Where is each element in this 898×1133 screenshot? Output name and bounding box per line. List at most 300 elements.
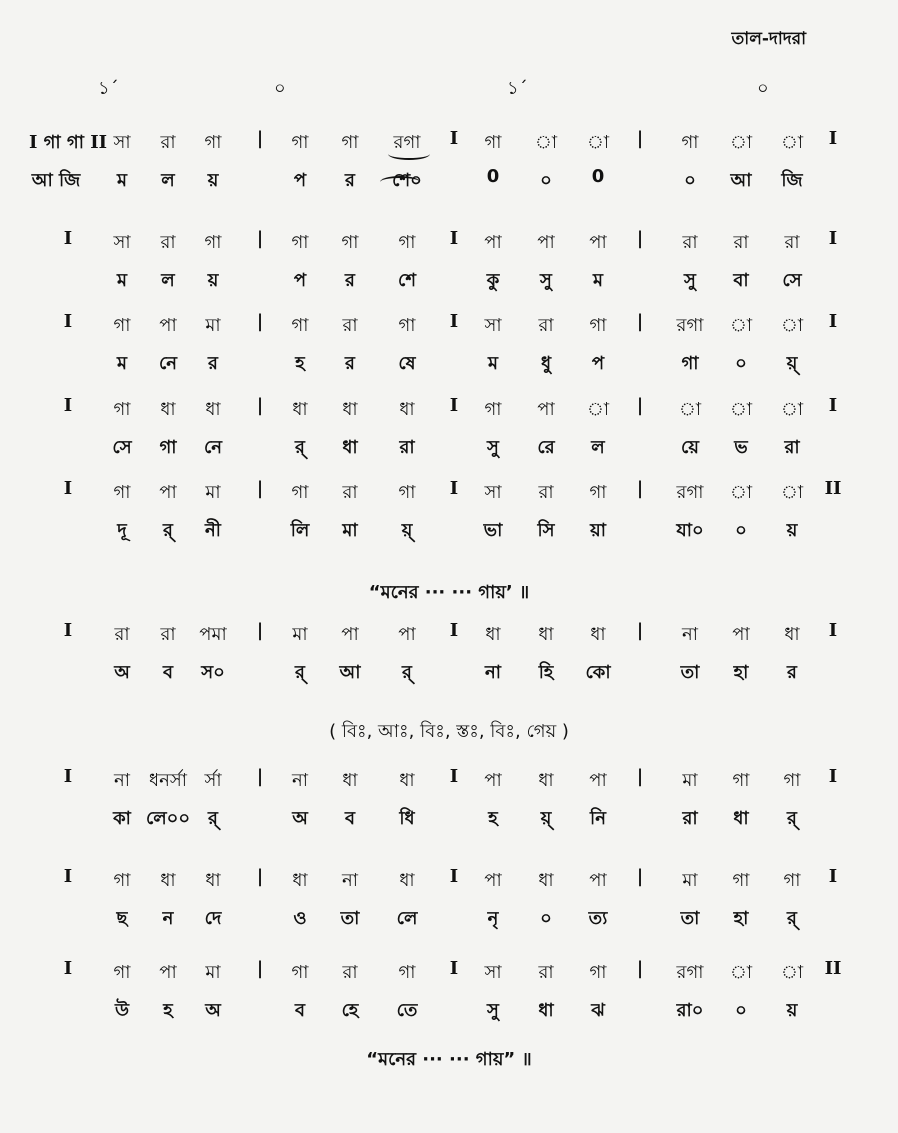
lyric-syllable: সু xyxy=(684,270,696,291)
lyric-syllable: য় xyxy=(786,1000,798,1021)
swara: া xyxy=(729,482,753,503)
lyric-syllable: ব xyxy=(294,1000,306,1021)
lyric-syllable: ল xyxy=(161,270,175,291)
swara: মা xyxy=(205,315,221,336)
swara: রা xyxy=(342,315,358,336)
swara: গা xyxy=(732,770,750,791)
lyric-syllable: য় xyxy=(207,270,219,291)
swara: রা xyxy=(342,962,358,983)
lyric-syllable: ও xyxy=(293,908,307,929)
bar-line: I xyxy=(828,766,838,787)
bar-line: | xyxy=(636,128,644,149)
swara-row xyxy=(0,620,898,658)
beat-marker: ০ xyxy=(274,78,286,99)
lyric-syllable: লে০০ xyxy=(145,808,191,829)
bar-line: | xyxy=(256,766,264,787)
swara-row xyxy=(0,866,898,904)
lyric-syllable: রা xyxy=(399,437,415,458)
lyric-syllable: গা xyxy=(681,353,699,374)
lyric-syllable: ০ xyxy=(735,353,747,374)
swara: গা xyxy=(291,962,309,983)
lyric-syllable: লি xyxy=(290,520,310,541)
swara: না xyxy=(682,624,698,645)
meend-arc xyxy=(388,148,430,160)
lyric-syllable: 0 xyxy=(486,166,500,187)
swara-row xyxy=(0,766,898,804)
swara: গা xyxy=(204,132,222,153)
lyric-syllable: রা০ xyxy=(676,1000,704,1021)
swara: রা xyxy=(114,624,130,645)
lyric-syllable: ন xyxy=(162,908,174,929)
swara: ধা xyxy=(342,399,358,420)
swara: রা xyxy=(538,315,554,336)
notation-block-2 xyxy=(0,228,898,304)
bar-line: I xyxy=(828,128,838,149)
swara: গা xyxy=(291,482,309,503)
bar-line: I xyxy=(449,228,459,249)
swara: া xyxy=(729,399,753,420)
lyric-syllable: আ xyxy=(730,170,752,191)
lyric-row xyxy=(0,266,898,304)
swara: সা xyxy=(484,962,502,983)
lyric-syllable: সু xyxy=(487,437,499,458)
notation-block-5 xyxy=(0,478,898,554)
lyric-syllable: ধা xyxy=(342,437,358,458)
swara: ধা xyxy=(160,870,176,891)
swara: ধা xyxy=(784,624,800,645)
bar-line: I xyxy=(828,866,838,887)
swara: ধা xyxy=(538,770,554,791)
swara: মা xyxy=(682,770,698,791)
bar-line: | xyxy=(256,311,264,332)
bar-line: II xyxy=(824,958,842,979)
bar-line: I xyxy=(828,395,838,416)
lyric-syllable: সে xyxy=(112,437,132,458)
lyric-syllable: তা xyxy=(680,908,700,929)
performance-instruction: ( বিঃ, আঃ, বিঃ, স্তঃ, বিঃ, গেয় ) xyxy=(329,721,569,742)
bar-line: I xyxy=(449,128,459,149)
lyric-row xyxy=(0,166,898,204)
swara: রগা xyxy=(676,482,704,503)
lyric-syllable: র্ xyxy=(787,808,797,829)
lyric-syllable: হ xyxy=(488,808,498,829)
beat-marker: ০ xyxy=(757,78,769,99)
bar-line: I xyxy=(449,311,459,332)
lyric-syllable: ধা xyxy=(733,808,749,829)
lyric-syllable: হ xyxy=(163,1000,173,1021)
swara: রা xyxy=(160,232,176,253)
lyric-syllable: সে xyxy=(782,270,802,291)
lyric-syllable: সু xyxy=(540,270,552,291)
bar-line: I xyxy=(449,766,459,787)
bar-line: | xyxy=(256,958,264,979)
swara: রগা xyxy=(393,132,421,153)
lyric-syllable: র xyxy=(345,270,355,291)
swara: পা xyxy=(398,624,416,645)
bar-line: I xyxy=(63,620,73,641)
bar-line: I xyxy=(449,478,459,499)
swara: ধনর্সা xyxy=(149,770,187,791)
swara: মা xyxy=(205,962,221,983)
swara: সা xyxy=(113,232,131,253)
lyric-syllable: ল xyxy=(591,437,605,458)
lyric-syllable: রা xyxy=(682,808,698,829)
lyric-syllable: র্ xyxy=(295,437,305,458)
swara: গা xyxy=(341,132,359,153)
swara: ধা xyxy=(160,399,176,420)
lyric-row xyxy=(0,904,898,942)
bar-line: | xyxy=(256,620,264,641)
lyric-syllable: ভ xyxy=(734,437,748,458)
swara: ধা xyxy=(538,870,554,891)
bar-line: | xyxy=(636,395,644,416)
swara: পা xyxy=(589,232,607,253)
lyric-syllable: প xyxy=(293,270,307,291)
lyric-syllable: ০ xyxy=(684,170,696,191)
lyric-syllable: লে xyxy=(396,908,418,929)
swara: গা xyxy=(398,315,416,336)
lyric-syllable: আ xyxy=(339,662,361,683)
swara: রা xyxy=(733,232,749,253)
lyric-syllable: অ xyxy=(114,662,130,683)
lyric-syllable: ম xyxy=(117,353,127,374)
lyric-syllable: কা xyxy=(113,808,131,829)
swara: গা xyxy=(681,132,699,153)
swara: া xyxy=(780,132,804,153)
lyric-syllable: যা০ xyxy=(676,520,704,541)
lyric-syllable: কো xyxy=(585,662,611,683)
bar-line: | xyxy=(636,766,644,787)
lyric-syllable: হা xyxy=(733,662,749,683)
lyric-syllable: হা xyxy=(733,908,749,929)
bar-line: | xyxy=(256,128,264,149)
swara: রগা xyxy=(676,962,704,983)
swara: া xyxy=(586,132,610,153)
lyric-syllable: ম xyxy=(488,353,498,374)
lyric-syllable: আ জি xyxy=(31,170,81,191)
lyric-syllable: য় xyxy=(207,170,219,191)
swara: গা xyxy=(398,962,416,983)
beat-marker: ১´ xyxy=(98,78,119,99)
bar-line: I xyxy=(63,311,73,332)
lyric-syllable: য়া xyxy=(590,520,606,541)
swara: গা xyxy=(589,962,607,983)
swara: ধা xyxy=(590,624,606,645)
lyric-syllable: নৃ xyxy=(487,908,499,929)
lyric-syllable: উ xyxy=(114,1000,130,1021)
swara-row xyxy=(0,395,898,433)
lyric-syllable: র xyxy=(787,662,797,683)
lyric-syllable: ০ xyxy=(540,908,552,929)
swara: গা xyxy=(484,399,502,420)
lyric-syllable: রে xyxy=(537,437,555,458)
refrain-line: “মনের ··· ··· গায়’ ॥ xyxy=(368,582,530,603)
swara: গা xyxy=(204,232,222,253)
swara: া xyxy=(534,132,558,153)
swara: রা xyxy=(160,132,176,153)
refrain-line: “মনের ··· ··· গায়” ॥ xyxy=(366,1049,532,1070)
lyric-syllable: নি xyxy=(590,808,606,829)
swara: া xyxy=(780,482,804,503)
swara: া xyxy=(780,962,804,983)
swara: গা xyxy=(589,315,607,336)
lyric-syllable: য়্ xyxy=(786,353,798,374)
lyric-syllable: গা xyxy=(159,437,177,458)
lyric-syllable: য়্ xyxy=(401,520,413,541)
bar-line: | xyxy=(256,395,264,416)
swara: গা xyxy=(589,482,607,503)
swara: ধা xyxy=(292,399,308,420)
swara-row xyxy=(0,958,898,996)
lyric-syllable: তা xyxy=(680,662,700,683)
lyric-syllable: র্ xyxy=(163,520,173,541)
swara: ধা xyxy=(399,399,415,420)
lyric-syllable: তে xyxy=(396,1000,418,1021)
notation-block-6 xyxy=(0,620,898,696)
bar-line: I xyxy=(828,620,838,641)
swara: ধা xyxy=(292,870,308,891)
bar-line: | xyxy=(636,228,644,249)
bar-line: I গা গা II xyxy=(28,132,108,153)
lyric-row xyxy=(0,516,898,554)
swara: গা xyxy=(291,232,309,253)
swara: রগা xyxy=(676,315,704,336)
swara: পা xyxy=(484,232,502,253)
lyric-syllable: ত্য xyxy=(588,908,608,929)
bar-line: I xyxy=(63,228,73,249)
swara: না xyxy=(342,870,358,891)
lyric-syllable: নে xyxy=(158,353,178,374)
swara: গা xyxy=(398,232,416,253)
lyric-syllable: র্ xyxy=(787,908,797,929)
swara: রা xyxy=(342,482,358,503)
lyric-syllable: ছ xyxy=(116,908,128,929)
lyric-row xyxy=(0,349,898,387)
swara: পা xyxy=(537,399,555,420)
bar-line: | xyxy=(636,620,644,641)
lyric-row xyxy=(0,804,898,842)
swara: গা xyxy=(398,482,416,503)
swara: গা xyxy=(291,132,309,153)
bar-line: | xyxy=(256,478,264,499)
lyric-syllable: ষে xyxy=(398,353,416,374)
lyric-syllable: ধু xyxy=(540,353,552,374)
swara: সা xyxy=(484,315,502,336)
swara: মা xyxy=(292,624,308,645)
lyric-syllable: ব xyxy=(344,808,356,829)
lyric-syllable: প xyxy=(293,170,307,191)
swara: া xyxy=(780,315,804,336)
swara: গা xyxy=(291,315,309,336)
bar-line: I xyxy=(63,866,73,887)
lyric-syllable: ভা xyxy=(483,520,503,541)
lyric-syllable: দে xyxy=(204,908,222,929)
swara: পা xyxy=(159,962,177,983)
lyric-syllable: র্ xyxy=(402,662,412,683)
bar-line: I xyxy=(449,866,459,887)
lyric-syllable: অ xyxy=(292,808,308,829)
beat-marker: ১´ xyxy=(507,78,528,99)
swara: া xyxy=(678,399,702,420)
notation-block-9 xyxy=(0,958,898,1034)
swara: পা xyxy=(589,770,607,791)
swara: ধা xyxy=(342,770,358,791)
swara: ধা xyxy=(205,399,221,420)
bar-line: I xyxy=(449,958,459,979)
swara: পা xyxy=(159,482,177,503)
bar-line: | xyxy=(636,958,644,979)
swara: গা xyxy=(113,315,131,336)
lyric-syllable: তা xyxy=(340,908,360,929)
swara: া xyxy=(729,315,753,336)
bar-line: I xyxy=(63,395,73,416)
lyric-syllable: হি xyxy=(538,662,554,683)
lyric-syllable: ধা xyxy=(538,1000,554,1021)
lyric-syllable: অ xyxy=(205,1000,221,1021)
lyric-syllable: বা xyxy=(733,270,749,291)
swara: গা xyxy=(783,870,801,891)
lyric-syllable: রা xyxy=(784,437,800,458)
bar-line: I xyxy=(63,958,73,979)
swara: ধা xyxy=(399,870,415,891)
swara: না xyxy=(114,770,130,791)
bar-line: | xyxy=(256,866,264,887)
lyric-syllable: ০ xyxy=(735,1000,747,1021)
swara: মা xyxy=(205,482,221,503)
lyric-syllable: র xyxy=(345,170,355,191)
swara: রা xyxy=(682,232,698,253)
bar-line: I xyxy=(63,766,73,787)
swara-row xyxy=(0,311,898,349)
lyric-syllable: শে xyxy=(398,270,416,291)
swara: ধা xyxy=(485,624,501,645)
swara: ধা xyxy=(205,870,221,891)
swara: া xyxy=(729,132,753,153)
lyric-syllable: ০ xyxy=(735,520,747,541)
lyric-syllable: শে০ xyxy=(392,170,422,191)
lyric-row xyxy=(0,433,898,471)
lyric-syllable: হ xyxy=(295,353,305,374)
notation-block-8 xyxy=(0,866,898,942)
swara: মা xyxy=(682,870,698,891)
swara: া xyxy=(780,399,804,420)
swara: া xyxy=(729,962,753,983)
lyric-syllable: র xyxy=(345,353,355,374)
meend-arc xyxy=(380,176,420,188)
bar-line: I xyxy=(449,395,459,416)
swara: পা xyxy=(341,624,359,645)
lyric-syllable: ল xyxy=(161,170,175,191)
bar-line: I xyxy=(449,620,459,641)
lyric-syllable: ০ xyxy=(540,170,552,191)
swara: গা xyxy=(732,870,750,891)
swara: র্সা xyxy=(204,770,222,791)
bar-line: | xyxy=(636,478,644,499)
lyric-row xyxy=(0,996,898,1034)
taal-label: তাল-দাদরা xyxy=(731,29,806,49)
swara: সা xyxy=(113,132,131,153)
lyric-syllable: সু xyxy=(487,1000,499,1021)
notation-block-7 xyxy=(0,766,898,842)
swara-row xyxy=(0,128,898,166)
swara: পা xyxy=(159,315,177,336)
bar-line: | xyxy=(256,228,264,249)
notation-block-1 xyxy=(0,128,898,204)
lyric-syllable: নে xyxy=(203,437,223,458)
bar-line: I xyxy=(63,478,73,499)
swara: গা xyxy=(113,870,131,891)
lyric-syllable: ম xyxy=(593,270,603,291)
swara: পা xyxy=(484,870,502,891)
swara: রা xyxy=(538,962,554,983)
swara: গা xyxy=(484,132,502,153)
swara: গা xyxy=(113,399,131,420)
lyric-syllable: র্ xyxy=(295,662,305,683)
beat-marker-row xyxy=(0,74,898,102)
swara: রা xyxy=(160,624,176,645)
lyric-syllable: 0 xyxy=(591,166,605,187)
swara: গা xyxy=(341,232,359,253)
lyric-syllable: ম xyxy=(117,170,127,191)
lyric-syllable: হে xyxy=(341,1000,359,1021)
swara: গা xyxy=(113,482,131,503)
lyric-syllable: র্ xyxy=(208,808,218,829)
lyric-syllable: নী xyxy=(205,520,221,541)
swara: রা xyxy=(538,482,554,503)
lyric-syllable: সি xyxy=(537,520,555,541)
swara: পমা xyxy=(199,624,227,645)
swara-row xyxy=(0,228,898,266)
bar-line: II xyxy=(824,478,842,499)
swara-row xyxy=(0,478,898,516)
swara: পা xyxy=(537,232,555,253)
lyric-syllable: য়ে xyxy=(681,437,699,458)
lyric-syllable: ম xyxy=(117,270,127,291)
lyric-syllable: য়্ xyxy=(540,808,552,829)
lyric-row xyxy=(0,658,898,696)
lyric-syllable: র xyxy=(208,353,218,374)
swara: রা xyxy=(784,232,800,253)
lyric-syllable: জি xyxy=(781,170,803,191)
bar-line: I xyxy=(828,228,838,249)
lyric-syllable: ঝ xyxy=(591,1000,605,1021)
lyric-syllable: দূ xyxy=(117,520,127,541)
lyric-syllable: স০ xyxy=(201,662,225,683)
lyric-syllable: মা xyxy=(342,520,358,541)
lyric-syllable: প xyxy=(591,353,605,374)
bar-line: I xyxy=(828,311,838,332)
swara: পা xyxy=(484,770,502,791)
swara: গা xyxy=(783,770,801,791)
swara: ধা xyxy=(399,770,415,791)
notation-block-4 xyxy=(0,395,898,471)
swara: পা xyxy=(589,870,607,891)
swara: সা xyxy=(484,482,502,503)
bar-line: | xyxy=(636,311,644,332)
lyric-syllable: ধি xyxy=(399,808,415,829)
swara: না xyxy=(292,770,308,791)
lyric-syllable: না xyxy=(485,662,501,683)
lyric-syllable: ব xyxy=(162,662,174,683)
swara: া xyxy=(586,399,610,420)
notation-block-3 xyxy=(0,311,898,387)
swara: ধা xyxy=(538,624,554,645)
swara: পা xyxy=(732,624,750,645)
lyric-syllable: কু xyxy=(486,270,500,291)
bar-line: | xyxy=(636,866,644,887)
swara: গা xyxy=(113,962,131,983)
lyric-syllable: য় xyxy=(786,520,798,541)
